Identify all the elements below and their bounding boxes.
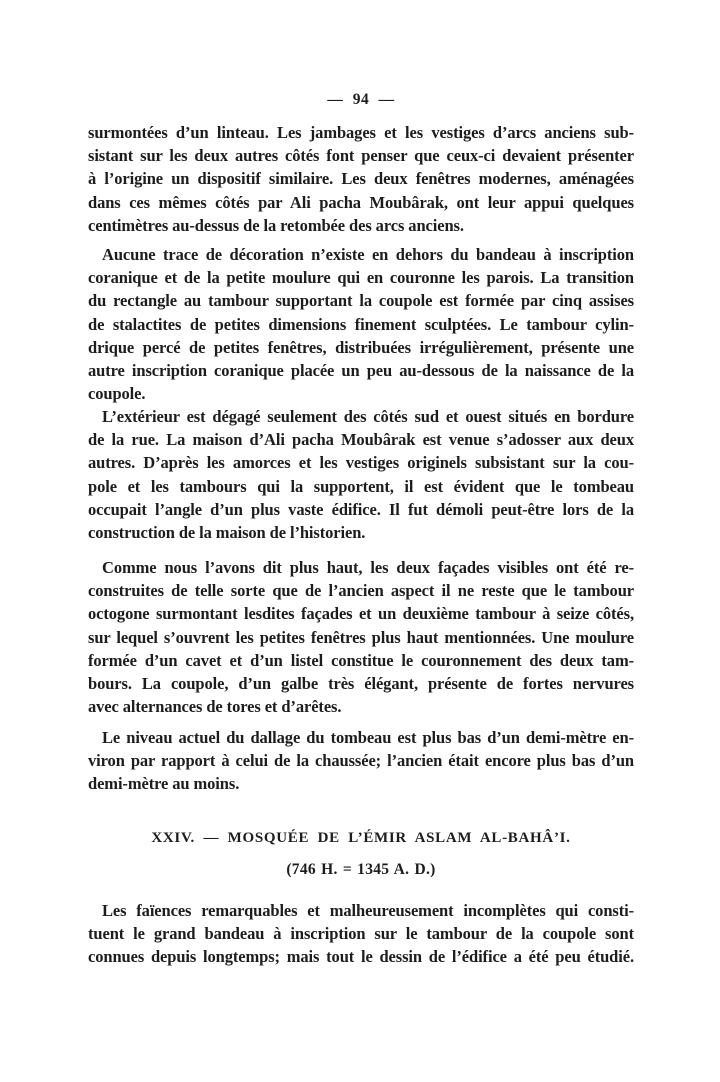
text-line: coupole. <box>88 384 146 404</box>
paragraph <box>88 243 634 405</box>
text-line: occupait l’angle d’un plus vaste édifice. Il fut démoli peut-être lors de la <box>88 499 634 519</box>
text-line: pole et les tambours qui la supportent, il est évident que le tombeau <box>88 476 634 496</box>
text-line: viron par rapport à celui de la chaussée; l’ancien était encore plus bas d’un <box>88 751 634 771</box>
text-line: drique percé de petites fenêtres, distribuées irrégulièrement, présente une <box>88 337 634 357</box>
text-line: centimètres au-dessus de la retombée des arcs anciens. <box>88 215 464 235</box>
page-number: — 94 — <box>327 91 395 108</box>
paragraph <box>88 556 634 718</box>
text-line: coranique et de la petite moulure qui en couronne les parois. La transition <box>88 268 634 288</box>
text-line: dans ces mêmes côtés par Ali pacha Moubârak, ont leur appui quelques <box>88 192 634 212</box>
text-line: de stalactites de petites dimensions finement sculptées. Le tambour cylin- <box>88 314 634 334</box>
text-line: avec alternances de tores et d’arêtes. <box>88 697 342 717</box>
text-line: autres. D’après les amorces et les vestiges originels subsistant sur la cou- <box>88 453 634 473</box>
text-line: construction de la maison de l’historien. <box>88 522 366 542</box>
section-heading: XXIV. — MOSQUÉE DE L’ÉMIR ASLAM AL-BAHÂ’I. <box>151 830 571 846</box>
paragraph <box>88 405 634 544</box>
text-line: surmontées d’un linteau. Les jambages et les vestiges d’arcs anciens sub- <box>88 123 634 142</box>
text-line: Les faïences remarquables et malheureusement incomplètes qui consti- <box>102 901 634 920</box>
paragraph <box>88 726 634 796</box>
text-line: bours. La coupole, d’un galbe très élégant, présente de fortes nervures <box>88 673 634 693</box>
text-line: du rectangle au tambour supportant la coupole est formée par cinq assises <box>88 291 634 311</box>
text-line: octogone surmontant lesdites façades et un deuxième tambour à seize côtés, <box>88 604 634 624</box>
text-line: tuent le grand bandeau à inscription sur le tambour de la coupole sont <box>88 924 634 944</box>
paragraph <box>88 899 634 969</box>
text-line: à l’origine un dispositif similaire. Les deux fenêtres modernes, aménagées <box>88 169 634 189</box>
text-line: demi-mètre au moins. <box>88 774 240 794</box>
text-line: Le niveau actuel du dallage du tombeau est plus bas d’un demi-mètre en- <box>102 728 634 747</box>
text-line: autre inscription coranique placée un peu au-dessous de la naissance de la <box>88 360 634 380</box>
text-line: connues depuis longtemps; mais tout le dessin de l’édifice a été peu étudié. <box>88 947 634 967</box>
text-line: sistant sur les deux autres côtés font penser que ceux-ci devaient présenter <box>88 146 634 166</box>
text-line: formée d’un cavet et d’un listel constitue le couronnement des deux tam- <box>88 650 634 670</box>
section-date: (746 H. = 1345 A. D.) <box>286 861 436 878</box>
text-line: Comme nous l’avons dit plus haut, les deux façades visibles ont été re- <box>102 558 634 577</box>
text-line: construites de telle sorte que de l’ancien aspect il ne reste que le tambour <box>88 581 634 601</box>
paragraph <box>88 121 634 237</box>
text-line: sur lequel s’ouvrent les petites fenêtres plus haut mentionnées. Une moulure <box>88 627 634 647</box>
text-line: Aucune trace de décoration n’existe en dehors du bandeau à inscription <box>102 245 634 264</box>
text-line: de la rue. La maison d’Ali pacha Moubârak est venue s’adosser aux deux <box>88 430 634 450</box>
text-line: L’extérieur est dégagé seulement des côtés sud et ouest situés en bordure <box>102 407 634 426</box>
